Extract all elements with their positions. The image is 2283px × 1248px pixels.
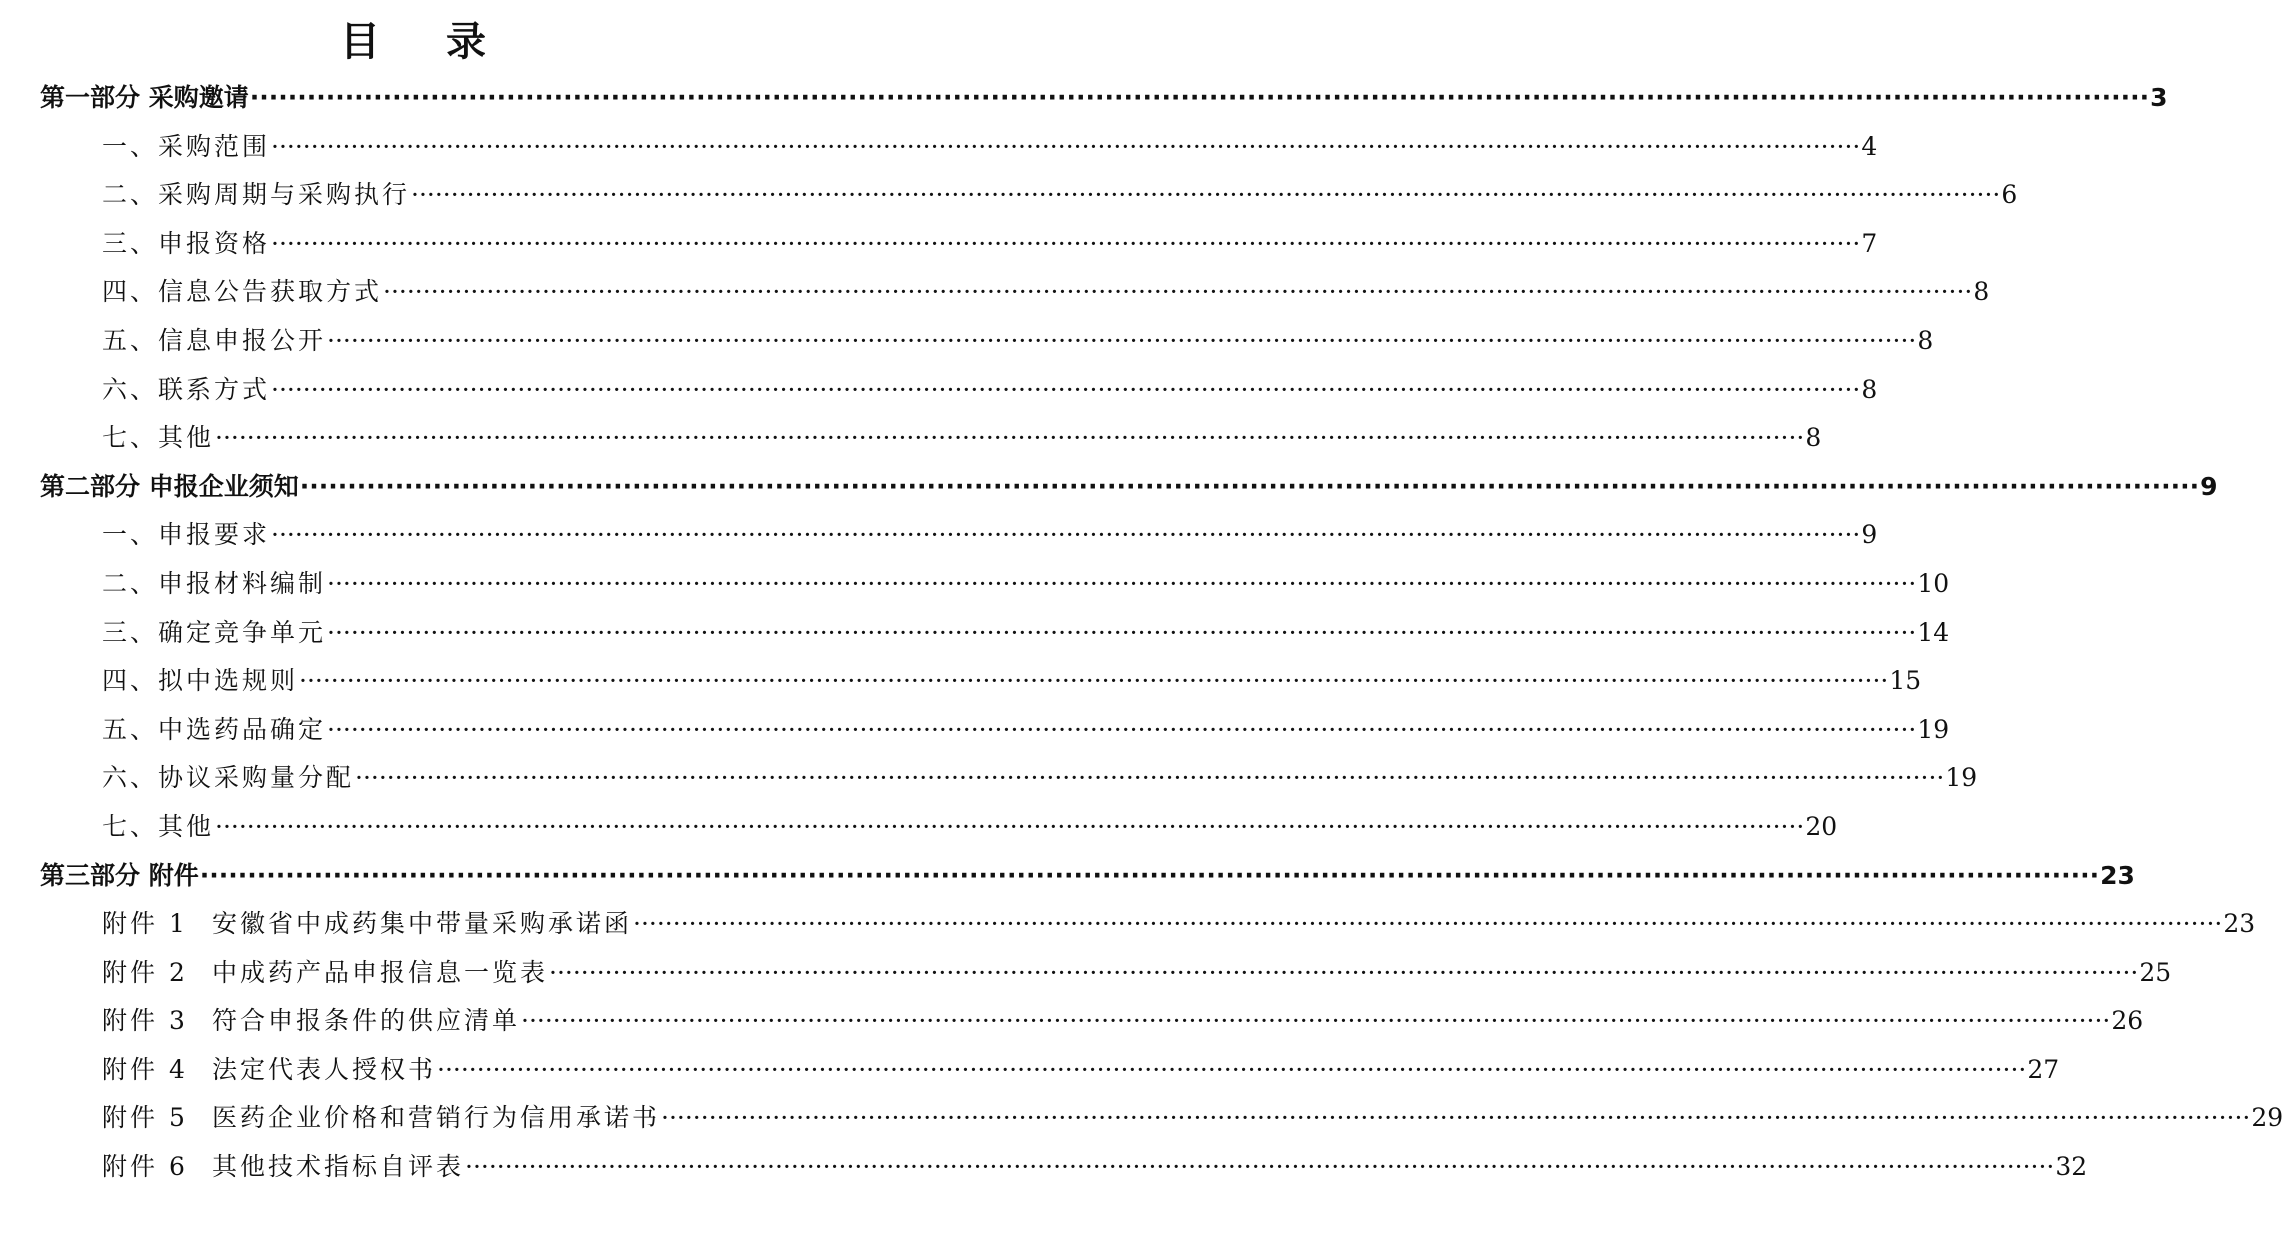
dot-leader: ········································································································································································································ bbox=[661, 1103, 2251, 1133]
dot-leader: ········································································································································································································ bbox=[549, 957, 2139, 987]
dot-leader: ········································································································································································································ bbox=[299, 666, 1889, 696]
toc-page-number: 8 bbox=[1805, 423, 1822, 453]
dot-leader: ········································································································································································································ bbox=[633, 909, 2223, 939]
attachment-number: 附件 3 bbox=[102, 1006, 188, 1036]
dot-leader: ········································································································································································································ bbox=[327, 568, 1917, 598]
toc-entry-attachment[interactable] bbox=[0, 1143, 2088, 1192]
toc-page-number: 23 bbox=[2100, 860, 2135, 890]
toc-entry-part[interactable] bbox=[0, 74, 2168, 123]
toc-entry-label: 二、申报材料编制 bbox=[102, 568, 327, 598]
attachment-title: 其他技术指标自评表 bbox=[212, 1152, 465, 1182]
toc-entry-label: 第三部分 附件 bbox=[40, 860, 199, 890]
toc-page-number: 3 bbox=[2150, 83, 2168, 112]
toc-page-number: 19 bbox=[1945, 763, 1978, 793]
attachment-title: 法定代表人授权书 bbox=[212, 1054, 437, 1084]
toc-entry-part[interactable] bbox=[0, 852, 2135, 901]
toc-list bbox=[0, 74, 2283, 1192]
toc-entry-section[interactable] bbox=[0, 754, 1978, 803]
toc-entry-label: 二、采购周期与采购执行 bbox=[102, 180, 411, 210]
toc-entry-attachment[interactable] bbox=[0, 949, 2172, 998]
dot-leader: ········································································································································································································ bbox=[437, 1054, 2027, 1084]
attachment-title: 医药企业价格和营销行为信用承诺书 bbox=[212, 1103, 661, 1133]
dot-leader: ········································································································································································································ bbox=[215, 811, 1805, 841]
attachment-number: 附件 2 bbox=[102, 957, 188, 987]
toc-page-number: 23 bbox=[2223, 909, 2256, 939]
dot-leader: ········································································································································································································ bbox=[521, 1006, 2111, 1036]
toc-entry-label: 五、信息申报公开 bbox=[102, 325, 327, 355]
toc-page-number: 8 bbox=[1973, 277, 1990, 307]
toc-entry-label bbox=[102, 1143, 464, 1192]
toc-entry-label bbox=[102, 949, 548, 998]
toc-entry-section[interactable] bbox=[0, 171, 2018, 220]
dot-leader: ········································································································································································································ bbox=[355, 763, 1945, 793]
toc-entry-label bbox=[102, 1046, 436, 1095]
toc-page-number: 4 bbox=[1861, 131, 1878, 161]
toc-page-number: 26 bbox=[2111, 1006, 2144, 1036]
toc-page-number: 32 bbox=[2055, 1152, 2088, 1182]
toc-entry-label: 第一部分 采购邀请 bbox=[40, 83, 249, 112]
dot-leader: ········································································································································································································ bbox=[327, 714, 1917, 744]
toc-page-number: 19 bbox=[1917, 714, 1950, 744]
toc-page-number: 29 bbox=[2251, 1103, 2283, 1133]
dot-leader: ········································································································································································································ bbox=[327, 325, 1917, 355]
toc-page-number: 9 bbox=[2200, 471, 2218, 501]
toc-entry-label: 三、确定竞争单元 bbox=[102, 617, 327, 647]
toc-entry-section[interactable] bbox=[0, 511, 1878, 560]
toc-entry-section[interactable] bbox=[0, 803, 1838, 852]
toc-page-number: 20 bbox=[1805, 811, 1838, 841]
toc-entry-section[interactable] bbox=[0, 560, 1950, 609]
toc-page-number: 15 bbox=[1889, 666, 1922, 696]
toc-entry-attachment[interactable] bbox=[0, 1094, 2283, 1143]
toc-entry-label: 六、协议采购量分配 bbox=[102, 763, 355, 793]
attachment-number: 附件 6 bbox=[102, 1152, 188, 1182]
toc-entry-label bbox=[102, 1094, 660, 1143]
toc-entry-label: 七、其他 bbox=[102, 811, 215, 841]
dot-leader: ········································································································································································································ bbox=[215, 423, 1805, 453]
toc-entry-label: 一、采购范围 bbox=[102, 131, 271, 161]
toc-entry-label: 七、其他 bbox=[102, 423, 215, 453]
attachment-number: 附件 4 bbox=[102, 1054, 188, 1084]
dot-leader: ········································································································································································································ bbox=[271, 520, 1861, 550]
toc-entry-label: 六、联系方式 bbox=[102, 374, 271, 404]
toc-entry-label bbox=[102, 900, 632, 949]
toc-entry-label bbox=[102, 997, 520, 1046]
toc-entry-section[interactable] bbox=[0, 706, 1950, 755]
dot-leader: ········································································································································································································ bbox=[383, 277, 1973, 307]
dot-leader: ········································································································································································································ bbox=[249, 83, 2150, 112]
toc-title: 目 录 bbox=[340, 18, 512, 65]
dot-leader: ········································································································································································································ bbox=[271, 374, 1861, 404]
dot-leader: ········································································································································································································ bbox=[299, 471, 2200, 501]
attachment-title: 中成药产品申报信息一览表 bbox=[212, 957, 549, 987]
toc-entry-label: 四、信息公告获取方式 bbox=[102, 277, 383, 307]
toc-page-number: 8 bbox=[1861, 374, 1878, 404]
toc-page-number: 25 bbox=[2139, 957, 2172, 987]
toc-page-number: 10 bbox=[1917, 568, 1950, 598]
toc-entry-label: 一、申报要求 bbox=[102, 520, 271, 550]
toc-entry-label: 三、申报资格 bbox=[102, 228, 271, 258]
toc-page-number: 9 bbox=[1861, 520, 1878, 550]
toc-page-number: 8 bbox=[1917, 325, 1934, 355]
toc-entry-attachment[interactable] bbox=[0, 1046, 2060, 1095]
toc-entry-section[interactable] bbox=[0, 268, 1990, 317]
toc-entry-label: 四、拟中选规则 bbox=[102, 666, 299, 696]
dot-leader: ········································································································································································································ bbox=[271, 228, 1861, 258]
toc-entry-attachment[interactable] bbox=[0, 900, 2256, 949]
dot-leader: ········································································································································································································ bbox=[465, 1152, 2055, 1182]
toc-page-number: 27 bbox=[2027, 1054, 2060, 1084]
toc-entry-label: 第二部分 申报企业须知 bbox=[40, 471, 299, 501]
toc-page-number: 6 bbox=[2001, 180, 2018, 210]
toc-entry-section[interactable] bbox=[0, 609, 1950, 658]
toc-entry-section[interactable] bbox=[0, 657, 1922, 706]
attachment-number: 附件 1 bbox=[102, 909, 188, 939]
toc-entry-section[interactable] bbox=[0, 220, 1878, 269]
toc-entry-attachment[interactable] bbox=[0, 997, 2144, 1046]
toc-entry-section[interactable] bbox=[0, 366, 1878, 415]
toc-entry-section[interactable] bbox=[0, 317, 1934, 366]
toc-entry-label: 五、中选药品确定 bbox=[102, 714, 327, 744]
dot-leader: ········································································································································································································ bbox=[411, 180, 2001, 210]
dot-leader: ········································································································································································································ bbox=[199, 860, 2100, 890]
toc-page-number: 14 bbox=[1917, 617, 1950, 647]
toc-entry-section[interactable] bbox=[0, 123, 1878, 172]
attachment-title: 安徽省中成药集中带量采购承诺函 bbox=[212, 909, 633, 939]
dot-leader: ········································································································································································································ bbox=[327, 617, 1917, 647]
dot-leader: ········································································································································································································ bbox=[271, 131, 1861, 161]
toc-entry-part[interactable] bbox=[0, 463, 2218, 512]
attachment-title: 符合申报条件的供应清单 bbox=[212, 1006, 521, 1036]
toc-page-number: 7 bbox=[1861, 228, 1878, 258]
toc-entry-section[interactable] bbox=[0, 414, 1822, 463]
attachment-number: 附件 5 bbox=[102, 1103, 188, 1133]
